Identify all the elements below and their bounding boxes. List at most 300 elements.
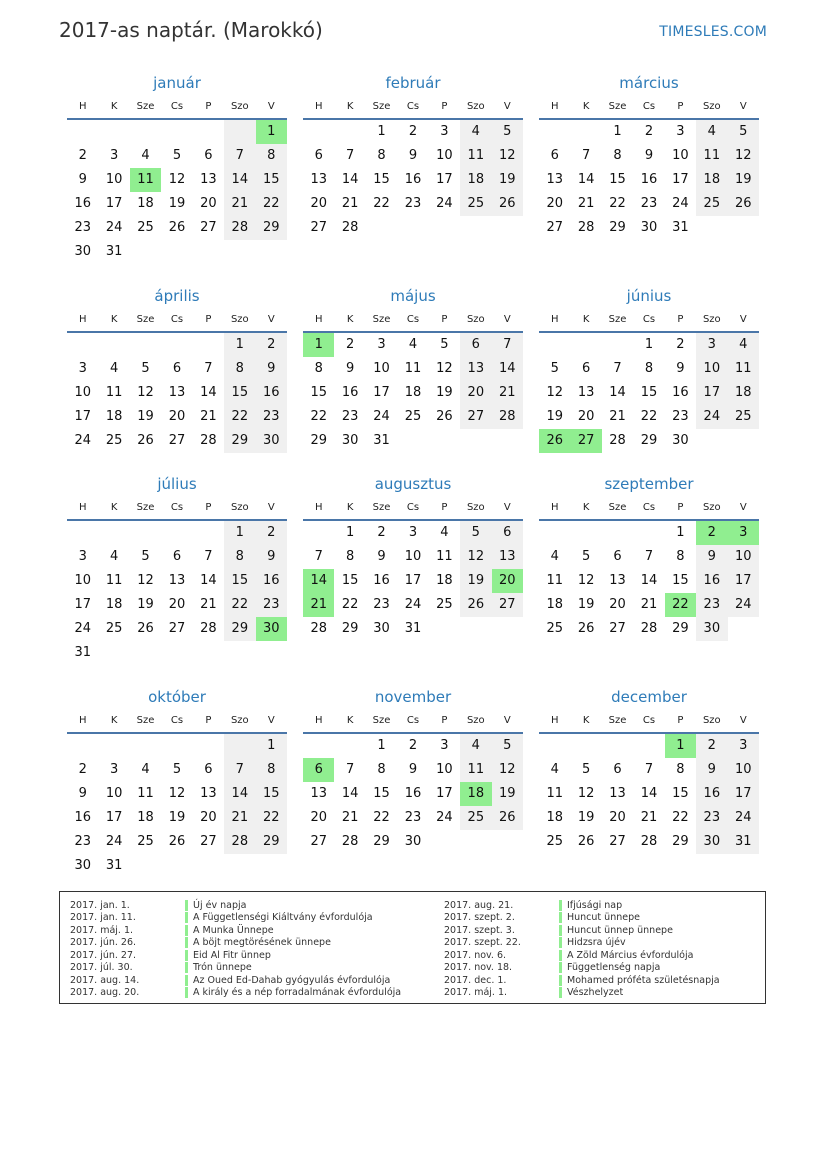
day-cell: 14	[224, 168, 255, 192]
week-row	[67, 830, 287, 854]
weekday-label: V	[739, 714, 747, 726]
day-cell: 9	[696, 758, 727, 782]
legend-color-marker	[185, 975, 188, 986]
weekday-header	[303, 94, 523, 120]
day-cell: 1	[676, 525, 685, 540]
week-row	[539, 357, 759, 381]
week-row	[67, 854, 287, 878]
empty-day-cell	[193, 240, 224, 264]
week-row	[67, 521, 287, 545]
day-cell: 5	[550, 361, 559, 376]
day-cell: 5	[492, 734, 523, 758]
day-cell: 19	[728, 168, 759, 192]
day-cell: 13	[200, 172, 217, 187]
day-cell: 20	[310, 196, 327, 211]
empty-day-cell	[728, 216, 759, 240]
weekday-label: V	[503, 501, 511, 513]
empty-day-cell	[193, 641, 224, 665]
day-cell: 27	[310, 220, 327, 235]
legend-holiday-name: A Munka Ünnepe	[193, 924, 274, 936]
day-cell: 4	[408, 337, 418, 352]
legend-date: 2017. szept. 3.	[444, 924, 515, 936]
day-cell: 18	[696, 168, 727, 192]
day-cell: 2	[696, 521, 727, 545]
month-calendar	[67, 473, 287, 665]
month-name: június	[626, 287, 672, 305]
day-cell: 4	[440, 525, 449, 540]
weekday-label: Sze	[608, 313, 627, 325]
day-cell: 27	[546, 220, 563, 235]
week-row	[303, 734, 523, 758]
day-cell: 9	[345, 361, 355, 376]
day-cell: 13	[310, 172, 327, 187]
week-row	[539, 617, 759, 641]
empty-day-cell	[224, 734, 255, 758]
day-cell: 13	[200, 786, 217, 801]
day-cell: 14	[303, 569, 334, 593]
legend-date: 2017. jún. 27.	[70, 949, 137, 961]
day-cell: 18	[137, 196, 154, 211]
empty-day-cell	[460, 830, 491, 854]
legend-color-marker	[185, 925, 188, 936]
day-cell: 3	[109, 762, 119, 777]
day-cell: 6	[172, 549, 182, 564]
day-cell: 28	[224, 216, 255, 240]
month-name: március	[619, 74, 679, 92]
legend-holiday-name: A király és a nép forradalmának évfordulója	[193, 987, 402, 999]
day-cell: 7	[492, 333, 523, 357]
weekday-label: V	[739, 501, 747, 513]
month-calendar	[539, 285, 759, 453]
weekday-label: P	[205, 100, 212, 112]
weekday-label: Cs	[406, 501, 420, 513]
day-cell: 26	[137, 621, 154, 636]
empty-day-cell	[193, 333, 224, 357]
weekday-label: Cs	[642, 501, 656, 513]
day-cell: 22	[672, 810, 689, 825]
week-row	[67, 333, 287, 357]
day-cell: 18	[404, 385, 422, 400]
day-cell: 21	[224, 806, 255, 830]
month-name: december	[611, 688, 687, 706]
weekday-label: P	[677, 313, 684, 325]
day-cell: 8	[224, 545, 255, 569]
day-cell: 9	[408, 762, 418, 777]
day-cell: 30	[256, 617, 287, 641]
empty-day-cell	[366, 216, 397, 240]
day-cell: 24	[105, 834, 123, 849]
day-cell: 20	[200, 196, 217, 211]
weekday-label: Sze	[136, 714, 155, 726]
empty-day-cell	[161, 734, 192, 758]
day-cell: 29	[373, 834, 390, 849]
weekday-label: Sze	[372, 313, 391, 325]
weekday-label: Szo	[702, 714, 721, 726]
legend-date: 2017. jan. 1.	[70, 899, 130, 911]
day-cell: 7	[345, 762, 355, 777]
day-cell: 28	[200, 433, 217, 448]
legend-holiday-name: Függetlenség napja	[567, 962, 661, 974]
day-cell: 20	[492, 569, 523, 593]
day-cell: 1	[613, 124, 622, 139]
day-cell: 4	[141, 148, 150, 163]
empty-day-cell	[98, 734, 129, 758]
day-cell: 5	[581, 549, 591, 564]
day-cell: 2	[345, 337, 355, 352]
day-cell: 30	[640, 220, 658, 235]
legend-holiday-name: Eid Al Fitr ünnep	[193, 949, 271, 961]
empty-day-cell	[224, 240, 255, 264]
weekday-label: V	[503, 714, 511, 726]
day-cell: 1	[303, 333, 334, 357]
week-row	[539, 758, 759, 782]
empty-day-cell	[728, 617, 759, 641]
empty-day-cell	[256, 854, 287, 878]
day-cell: 17	[728, 569, 759, 593]
day-cell: 8	[256, 144, 287, 168]
day-cell: 18	[728, 381, 759, 405]
day-cell: 24	[672, 196, 689, 211]
day-cell: 25	[436, 597, 453, 612]
day-cell: 21	[640, 597, 658, 612]
day-cell: 26	[137, 433, 154, 448]
day-cell: 5	[141, 361, 150, 376]
day-cell: 24	[373, 409, 390, 424]
day-cell: 23	[404, 810, 422, 825]
legend-color-marker	[559, 962, 562, 973]
day-cell: 17	[672, 172, 689, 187]
legend-holiday-name: Az Oued Ed-Dahab gyógyulás évfordulója	[193, 974, 391, 986]
empty-day-cell	[256, 240, 287, 264]
week-row	[67, 192, 287, 216]
day-cell: 3	[109, 148, 119, 163]
legend-entry	[70, 899, 401, 912]
legend-column-right	[444, 899, 720, 999]
legend-holiday-name: Mohamed próféta születésnapja	[567, 974, 720, 986]
month-calendar	[67, 72, 287, 264]
empty-day-cell	[460, 216, 491, 240]
weekday-label: K	[346, 714, 354, 726]
day-cell: 27	[200, 220, 217, 235]
month-name: július	[157, 475, 197, 493]
empty-day-cell	[98, 521, 129, 545]
weekday-label: H	[314, 714, 323, 726]
weekday-label: H	[550, 100, 559, 112]
day-cell: 26	[492, 192, 523, 216]
day-cell: 19	[436, 385, 453, 400]
week-row	[539, 120, 759, 144]
weekday-label: Szo	[466, 501, 485, 513]
weekday-label: Szo	[230, 501, 249, 513]
week-row	[303, 830, 523, 854]
day-cell: 31	[404, 621, 422, 636]
legend-entry	[444, 924, 720, 937]
empty-day-cell	[429, 830, 460, 854]
weekday-label: Cs	[406, 100, 420, 112]
week-row	[67, 806, 287, 830]
legend-entry	[444, 912, 720, 925]
day-cell: 10	[404, 549, 422, 564]
day-cell: 29	[672, 621, 689, 636]
empty-day-cell	[224, 120, 255, 144]
weekday-label: H	[314, 501, 323, 513]
empty-day-cell	[193, 521, 224, 545]
week-row	[303, 521, 523, 545]
empty-day-cell	[67, 120, 98, 144]
weekday-label: H	[78, 313, 87, 325]
legend-entry	[70, 912, 401, 925]
week-row	[67, 381, 287, 405]
day-cell: 2	[696, 734, 727, 758]
day-cell: 22	[310, 409, 327, 424]
week-row	[303, 593, 523, 617]
day-cell: 9	[78, 172, 87, 187]
empty-day-cell	[193, 734, 224, 758]
week-row	[67, 734, 287, 758]
legend-entry	[70, 949, 401, 962]
week-row	[67, 569, 287, 593]
week-row	[303, 617, 523, 641]
empty-day-cell	[224, 641, 255, 665]
day-cell: 16	[341, 385, 359, 400]
day-cell: 5	[172, 148, 182, 163]
week-row	[539, 806, 759, 830]
day-cell: 6	[204, 762, 213, 777]
day-cell: 19	[168, 810, 186, 825]
day-cell: 9	[644, 148, 654, 163]
day-cell: 5	[492, 120, 523, 144]
day-cell: 6	[314, 148, 323, 163]
legend-date: 2017. máj. 1.	[70, 924, 134, 936]
legend-holiday-name: Hidzsra újév	[567, 937, 626, 949]
day-cell: 1	[224, 333, 255, 357]
legend-entry	[70, 924, 401, 937]
weekday-label: K	[110, 714, 118, 726]
day-cell: 21	[200, 597, 217, 612]
day-cell: 28	[200, 621, 217, 636]
empty-day-cell	[397, 216, 428, 240]
legend-color-marker	[185, 937, 188, 948]
day-cell: 23	[373, 597, 390, 612]
legend-date: 2017. nov. 6.	[444, 949, 507, 961]
legend-holiday-name: Vészhelyzet	[567, 987, 624, 999]
day-cell: 11	[105, 385, 123, 400]
legend-holiday-name: A Függetlenségi Kiáltvány évfordulója	[193, 912, 373, 924]
weekday-label: Cs	[406, 714, 420, 726]
empty-day-cell	[130, 734, 161, 758]
empty-day-cell	[193, 120, 224, 144]
legend-entry	[444, 899, 720, 912]
weekday-label: H	[314, 100, 323, 112]
empty-day-cell	[460, 617, 491, 641]
week-row	[303, 806, 523, 830]
day-cell: 24	[728, 806, 759, 830]
day-cell: 2	[408, 124, 418, 139]
day-cell: 18	[546, 810, 563, 825]
day-cell: 7	[644, 549, 654, 564]
day-cell: 1	[345, 525, 355, 540]
day-cell: 20	[577, 409, 595, 424]
day-cell: 11	[696, 144, 727, 168]
day-cell: 29	[640, 433, 658, 448]
day-cell: 29	[224, 617, 255, 641]
empty-day-cell	[570, 333, 601, 357]
weekday-label: Szo	[230, 313, 249, 325]
day-cell: 15	[341, 573, 359, 588]
month-name: szeptember	[604, 475, 694, 493]
weekday-label: Cs	[406, 313, 420, 325]
month-name: január	[153, 74, 201, 92]
legend-holiday-name: A böjt megtörésének ünnepe	[193, 937, 331, 949]
day-cell: 13	[492, 545, 523, 569]
day-cell: 19	[492, 168, 523, 192]
weekday-label: K	[346, 313, 354, 325]
day-cell: 23	[672, 409, 689, 424]
weekday-label: Sze	[372, 100, 391, 112]
day-cell: 15	[256, 782, 287, 806]
weekday-label: Szo	[702, 313, 721, 325]
day-cell: 21	[341, 196, 359, 211]
day-cell: 12	[137, 385, 154, 400]
week-row	[67, 405, 287, 429]
day-cell: 19	[492, 782, 523, 806]
week-row	[67, 144, 287, 168]
week-row	[67, 641, 287, 665]
day-cell: 31	[672, 220, 689, 235]
empty-day-cell	[130, 120, 161, 144]
week-row	[539, 782, 759, 806]
legend-date: 2017. aug. 14.	[70, 974, 140, 986]
day-cell: 5	[141, 549, 150, 564]
day-cell: 30	[696, 830, 727, 854]
day-cell: 18	[546, 597, 563, 612]
weekday-label: P	[205, 714, 212, 726]
week-row	[67, 617, 287, 641]
day-cell: 10	[74, 573, 91, 588]
day-cell: 9	[676, 361, 685, 376]
empty-day-cell	[539, 734, 570, 758]
day-cell: 6	[460, 333, 491, 357]
day-cell: 27	[168, 621, 186, 636]
month-name: november	[374, 688, 452, 706]
day-cell: 16	[404, 172, 422, 187]
legend-date: 2017. aug. 20.	[70, 987, 140, 999]
weekday-label: H	[550, 501, 559, 513]
legend-entry	[444, 987, 720, 1000]
day-cell: 8	[377, 762, 386, 777]
day-cell: 12	[168, 172, 186, 187]
empty-day-cell	[161, 521, 192, 545]
weekday-label: P	[441, 313, 448, 325]
weekday-label: P	[441, 501, 448, 513]
weekday-label: Sze	[136, 501, 155, 513]
month-calendar	[539, 473, 759, 641]
day-cell: 10	[696, 357, 727, 381]
day-cell: 10	[436, 148, 453, 163]
empty-day-cell	[161, 854, 192, 878]
legend-color-marker	[559, 950, 562, 961]
day-cell: 5	[581, 762, 591, 777]
day-cell: 14	[200, 385, 217, 400]
site-link[interactable]: TIMESLES.COM	[659, 24, 767, 40]
legend-date: 2017. máj. 1.	[444, 987, 508, 999]
day-cell: 14	[341, 786, 359, 801]
legend-color-marker	[559, 900, 562, 911]
weekday-label: P	[441, 100, 448, 112]
week-row	[303, 216, 523, 240]
empty-day-cell	[130, 521, 161, 545]
day-cell: 17	[728, 782, 759, 806]
empty-day-cell	[602, 521, 633, 545]
day-cell: 28	[640, 834, 658, 849]
day-cell: 7	[613, 361, 622, 376]
day-cell: 3	[676, 124, 685, 139]
day-cell: 28	[310, 621, 327, 636]
weekday-label: Szo	[466, 100, 485, 112]
day-cell: 31	[728, 830, 759, 854]
weekday-label: K	[582, 313, 590, 325]
day-cell: 11	[546, 573, 563, 588]
day-cell: 14	[609, 385, 626, 400]
legend-holiday-name: Ifjúsági nap	[567, 899, 623, 911]
weekday-header	[539, 708, 759, 734]
day-cell: 15	[373, 172, 390, 187]
day-cell: 21	[577, 196, 595, 211]
weekday-label: P	[677, 501, 684, 513]
week-row	[303, 381, 523, 405]
day-cell: 8	[224, 357, 255, 381]
day-cell: 8	[345, 549, 355, 564]
day-cell: 14	[640, 786, 658, 801]
day-cell: 8	[676, 762, 685, 777]
week-row	[539, 830, 759, 854]
legend-date: 2017. dec. 1.	[444, 974, 507, 986]
day-cell: 28	[492, 405, 523, 429]
day-cell: 28	[640, 621, 658, 636]
day-cell: 13	[577, 385, 595, 400]
day-cell: 8	[676, 549, 685, 564]
day-cell: 28	[609, 433, 626, 448]
day-cell: 24	[436, 196, 453, 211]
weekday-label: Cs	[170, 313, 184, 325]
day-cell: 25	[105, 433, 123, 448]
day-cell: 24	[74, 433, 91, 448]
day-cell: 14	[341, 172, 359, 187]
week-row	[67, 593, 287, 617]
empty-day-cell	[303, 521, 334, 545]
day-cell: 31	[105, 244, 123, 259]
empty-day-cell	[539, 120, 570, 144]
empty-day-cell	[460, 429, 491, 453]
day-cell: 12	[137, 573, 154, 588]
empty-day-cell	[98, 120, 129, 144]
empty-day-cell	[602, 333, 633, 357]
weekday-label: Sze	[136, 313, 155, 325]
day-cell: 5	[460, 521, 491, 545]
week-row	[67, 758, 287, 782]
day-cell: 23	[696, 806, 727, 830]
day-cell: 24	[74, 621, 91, 636]
day-cell: 6	[550, 148, 559, 163]
day-cell: 18	[105, 597, 123, 612]
legend-entry	[444, 962, 720, 975]
day-cell: 27	[168, 433, 186, 448]
weekday-label: K	[110, 100, 118, 112]
week-row	[67, 429, 287, 453]
weekday-label: Sze	[608, 714, 627, 726]
day-cell: 26	[728, 192, 759, 216]
empty-day-cell	[492, 216, 523, 240]
